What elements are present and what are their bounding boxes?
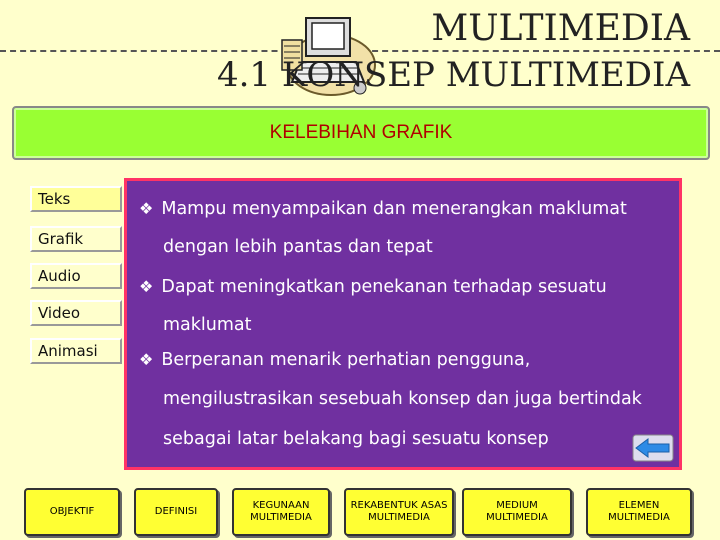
sidebar-item-animasi[interactable]: Animasi [30,338,122,364]
sidebar-item-teks[interactable]: Teks [30,186,122,212]
diamond-bullet-icon: ❖ [139,277,154,296]
banner-title: KELEBIHAN GRAFIK [269,122,453,143]
bullet-2-line-1: Dapat meningkatkan penekanan terhadap sesuatu [161,277,607,297]
page-subtitle: 4.1 KONSEP MULTIMEDIA [216,55,690,95]
bullet-3 [139,350,530,370]
nav-elemen-button[interactable]: ELEMEN MULTIMEDIA [586,488,692,536]
bullet-3-line-2: mengilustrasikan sesebuah konsep dan juga bertindak [163,389,642,409]
bullet-2-line-2: maklumat [163,315,252,335]
nav-definisi-button[interactable]: DEFINISI [134,488,218,536]
bullet-3-line-1: Berperanan menarik perhatian pengguna, [161,350,531,370]
sidebar-item-audio[interactable]: Audio [30,263,122,289]
diamond-bullet-icon: ❖ [139,199,154,218]
bullet-3-line-3: sebagai latar belakang bagi sesuatu konsep [163,429,549,449]
nav-medium-button[interactable]: MEDIUM MULTIMEDIA [462,488,572,536]
nav-objektif-button[interactable]: OBJEKTIF [24,488,120,536]
page-title: MULTIMEDIA [431,8,690,49]
bullet-1-line-2: dengan lebih pantas dan tepat [163,237,433,257]
content-panel [124,178,682,470]
diamond-bullet-icon: ❖ [139,350,154,369]
back-arrow-icon[interactable] [632,434,674,462]
bullet-1 [139,199,627,219]
sidebar-item-grafik[interactable]: Grafik [30,226,122,252]
bullet-2 [139,277,607,297]
nav-rekabentuk-button[interactable]: REKABENTUK ASAS MULTIMEDIA [344,488,454,536]
nav-kegunaan-button[interactable]: KEGUNAAN MULTIMEDIA [232,488,330,536]
section-banner [12,106,710,160]
sidebar-item-video[interactable]: Video [30,300,122,326]
bullet-1-line-1: Mampu menyampaikan dan menerangkan maklumat [161,199,627,219]
